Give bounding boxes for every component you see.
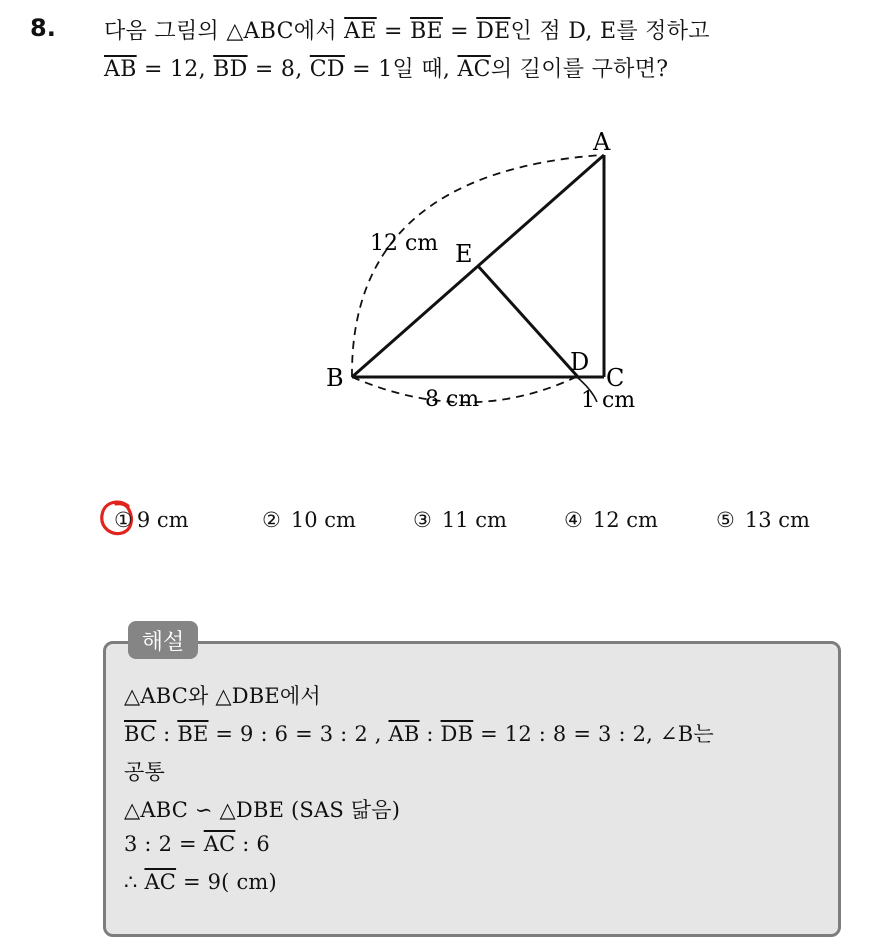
choice-3-text: 11 cm	[441, 508, 507, 532]
segment-overline: $\overline{AC}$	[203, 832, 236, 856]
choice-5-text: 13 cm	[744, 508, 810, 532]
text-segment: : 6	[235, 832, 270, 856]
text-segment: ∴	[124, 870, 145, 894]
text-segment: =	[376, 19, 411, 44]
text-segment: = 9( cm)	[176, 870, 277, 894]
solution-tag: 해설	[128, 621, 198, 659]
label-bd-length: 8 cm	[425, 387, 480, 412]
text-segment: 다음 그림의 △ABC에서	[104, 19, 345, 44]
choice-5-mark: ⑤	[716, 508, 735, 532]
choice-2-text: 10 cm	[290, 508, 356, 532]
segment-ed	[478, 266, 578, 377]
segment-overline: $\overline{AE}$	[344, 19, 377, 44]
choice-4-mark: ④	[564, 508, 583, 532]
segment-overline: $\overline{DB}$	[440, 722, 474, 746]
text-segment: = 12,	[136, 57, 214, 82]
segment-overline: $\overline{BC}$	[124, 722, 157, 746]
choice-1[interactable]	[114, 508, 189, 532]
solution-line-6	[124, 870, 277, 894]
segment-overline: $\overline{BE}$	[177, 722, 209, 746]
text-segment: = 1일 때,	[344, 57, 458, 82]
question-line-2	[104, 52, 668, 83]
text-segment: 공통	[124, 760, 165, 784]
label-e: E	[455, 240, 473, 268]
segment-overline: $\overline{AB}$	[104, 57, 137, 82]
text-segment: △ABC와 △DBE에서	[124, 684, 321, 708]
choice-3[interactable]	[413, 508, 507, 532]
label-d: D	[570, 348, 590, 376]
segment-overline: $\overline{CD}$	[309, 57, 345, 82]
question-number: 8.	[30, 14, 56, 42]
text-segment: :	[156, 722, 178, 746]
text-segment: = 8,	[247, 57, 310, 82]
choice-4-text: 12 cm	[592, 508, 658, 532]
choice-4[interactable]	[564, 508, 658, 532]
answer-choices	[100, 500, 840, 544]
label-ab-length: 12 cm	[370, 231, 439, 256]
triangle-figure	[300, 118, 660, 428]
text-segment: =	[442, 19, 477, 44]
label-b: B	[326, 364, 344, 392]
text-segment: 인 점 D, E를 정하고	[510, 19, 710, 44]
label-dc-length: 1 cm	[581, 388, 636, 413]
choice-2[interactable]	[262, 508, 356, 532]
segment-overline: $\overline{DE}$	[476, 19, 511, 44]
text-segment: = 12 : 8 = 3 : 2, ∠B는	[473, 722, 714, 746]
label-c: C	[606, 364, 625, 392]
choice-2-mark: ②	[262, 508, 281, 532]
solution-line-2	[124, 718, 714, 748]
choice-5[interactable]	[716, 508, 810, 532]
choice-1-text: 9 cm	[136, 508, 189, 532]
segment-overline: $\overline{BE}$	[410, 19, 443, 44]
text-segment: 3 : 2 =	[124, 832, 204, 856]
label-a: A	[593, 128, 611, 156]
segment-overline: $\overline{BD}$	[213, 57, 248, 82]
choice-1-mark: ①	[114, 508, 133, 532]
solution-line-5	[124, 832, 270, 856]
segment-overline: $\overline{AC}$	[144, 870, 177, 894]
text-segment: 의 길이를 구하면?	[490, 57, 669, 82]
segment-overline: $\overline{AC}$	[457, 57, 491, 82]
choice-3-mark: ③	[413, 508, 432, 532]
question-line-1	[104, 14, 710, 45]
solution-line-3	[124, 756, 165, 786]
solution-line-1	[124, 680, 321, 710]
text-segment: = 9 : 6 = 3 : 2 ,	[208, 722, 389, 746]
text-segment: △ABC ∽ △DBE (SAS 닮음)	[124, 798, 401, 822]
solution-line-4	[124, 794, 400, 824]
text-segment: :	[419, 722, 441, 746]
segment-overline: $\overline{AB}$	[388, 722, 420, 746]
